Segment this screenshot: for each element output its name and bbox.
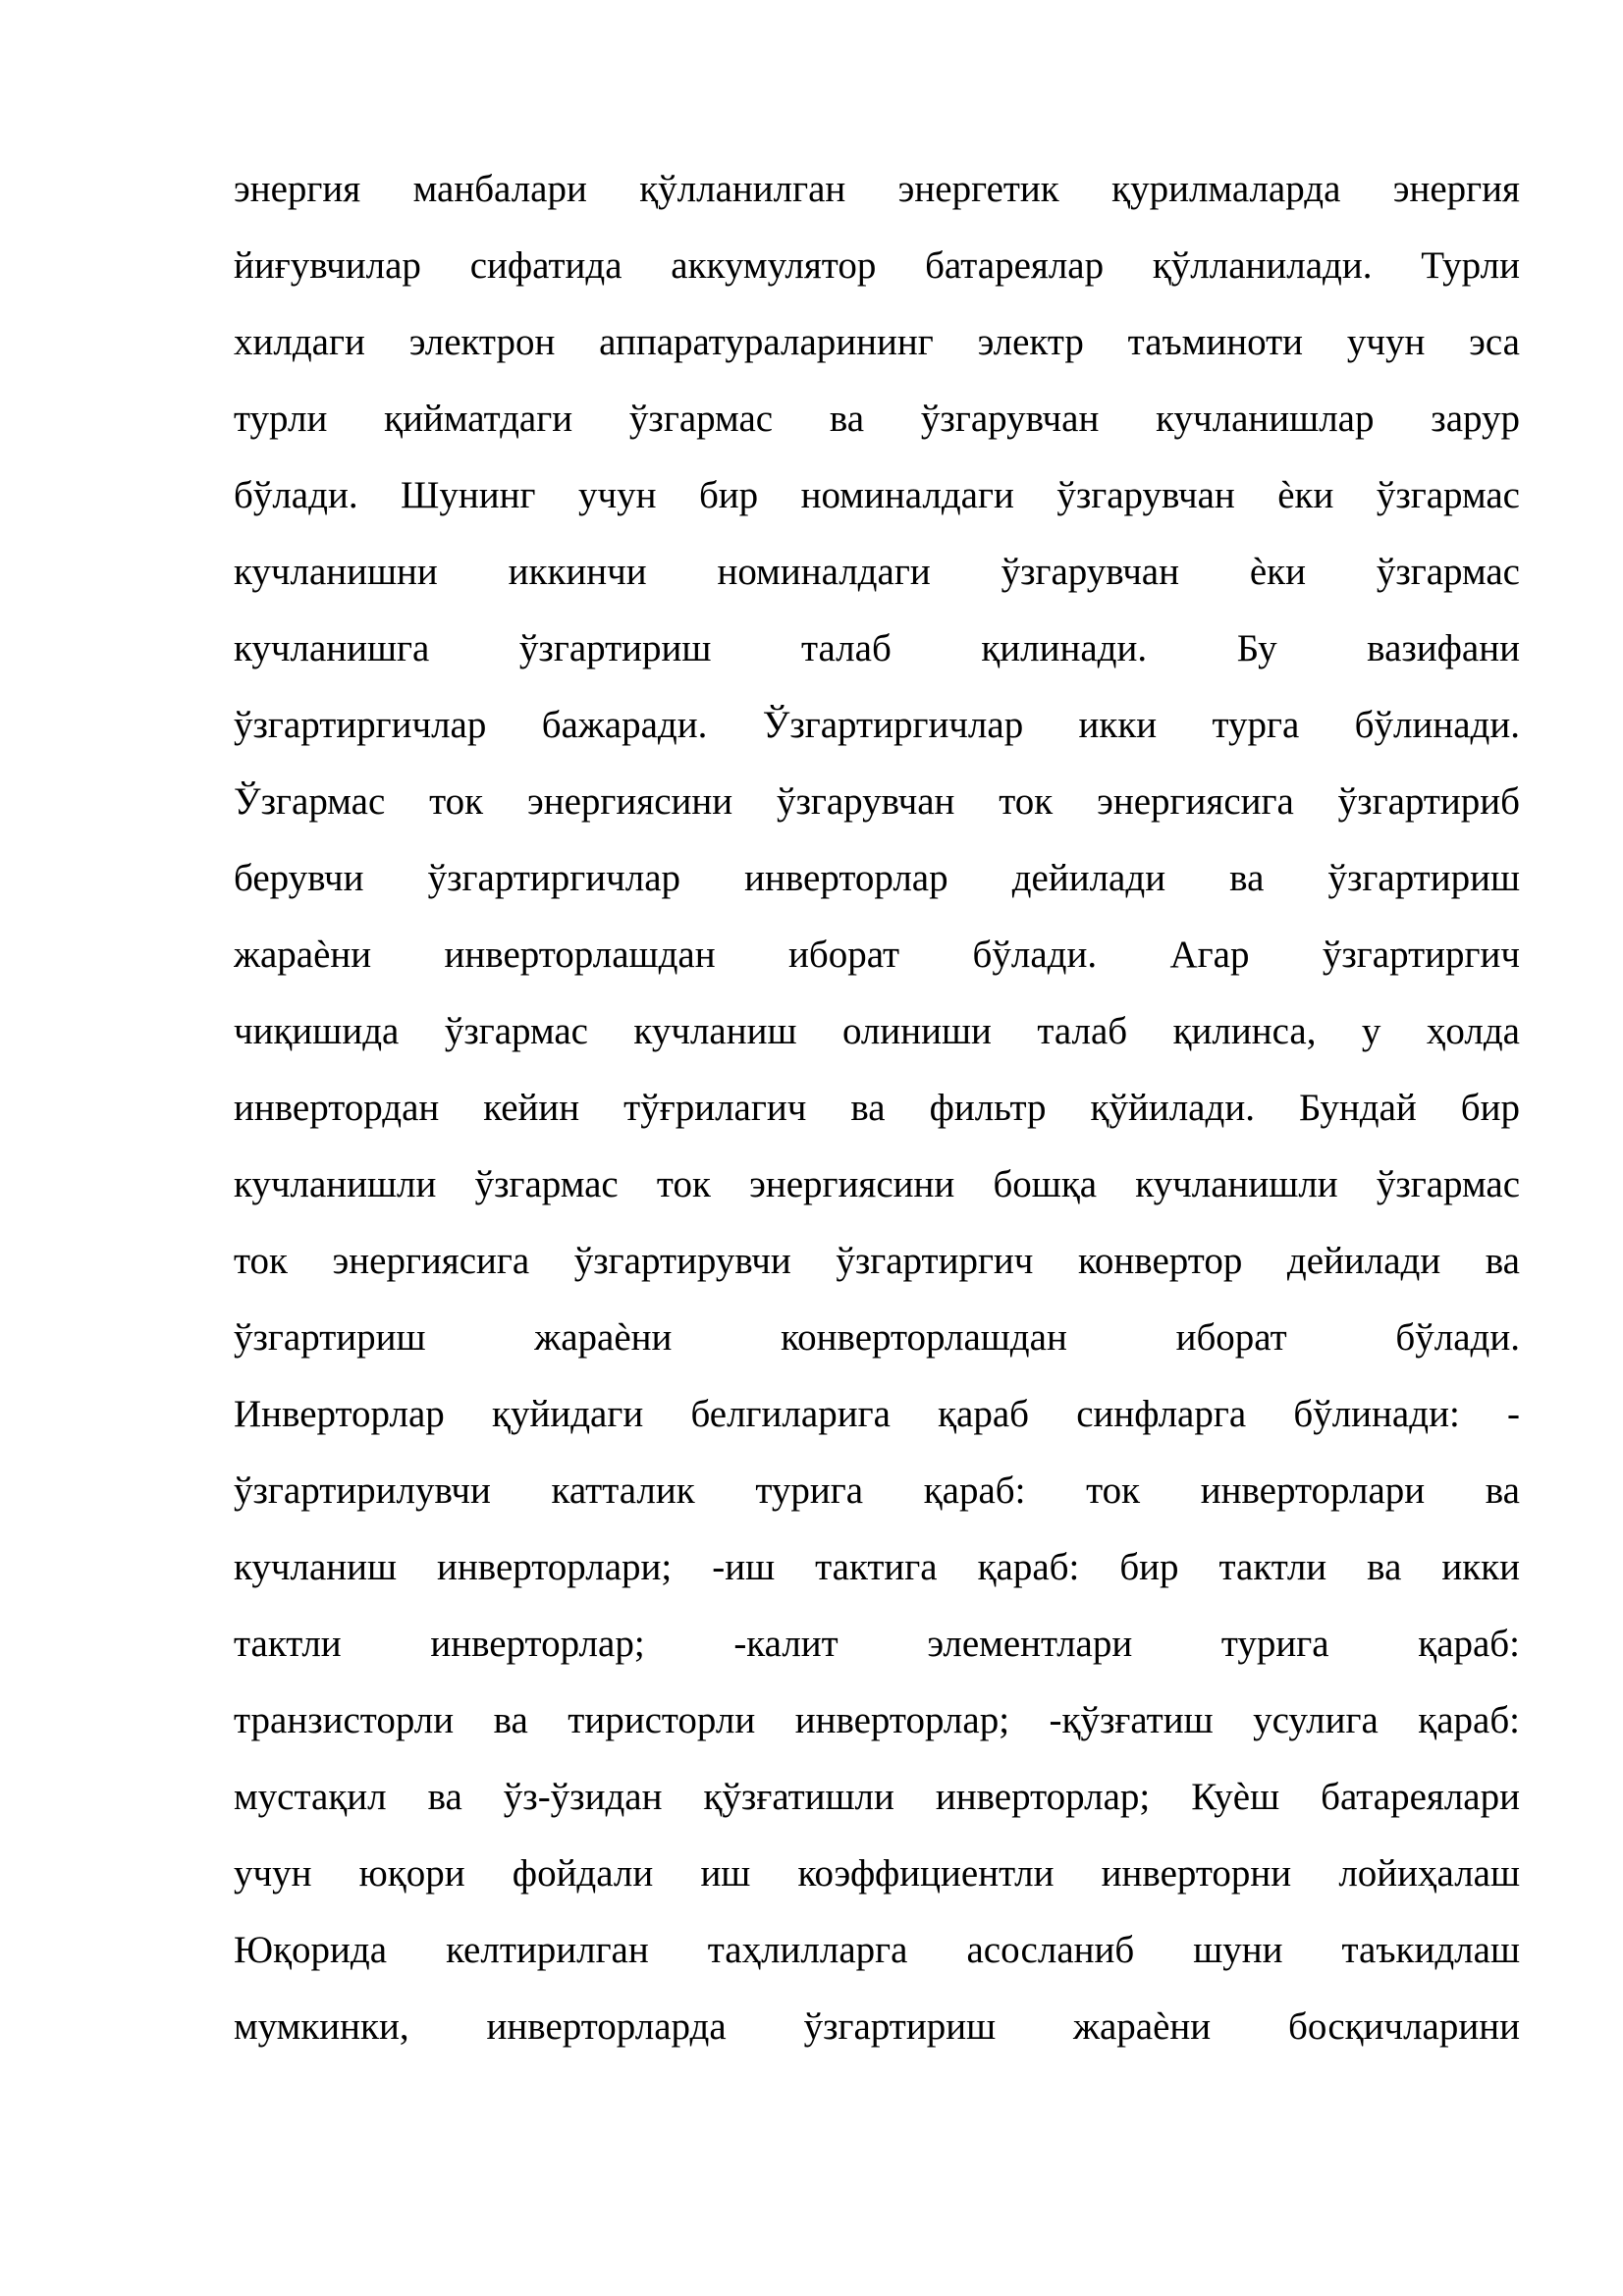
text-line: тактли инверторлар; -калит элементлари турига қараб: [234, 1623, 1520, 1665]
text-line: йиғувчилар сифатида аккумулятор батареялар қўлланилади. Турли [234, 244, 1520, 287]
text-line: Инверторлар қуйидаги белгиларига қараб синфларга бўлинади: - [234, 1393, 1520, 1435]
text-line: ўзгартирилувчи катталик турига қараб: ток инверторлари ва [234, 1469, 1520, 1512]
text-line: кучланишни иккинчи номиналдаги ўзгарувчан ѐки ўзгармас [234, 551, 1520, 593]
text-line: турли қийматдаги ўзгармас ва ўзгарувчан кучланишлар зарур [234, 398, 1520, 440]
text-line: кучланишга ўзгартириш талаб қилинади. Бу вазифани [234, 627, 1520, 669]
text-line: ўзгартиргичлар бажаради. Ўзгартиргичлар икки турга бўлинади. [234, 704, 1520, 746]
text-line: берувчи ўзгартиргичлар инверторлар дейилади ва ўзгартириш [234, 857, 1520, 899]
text-line: жараѐни инверторлашдан иборат бўлади. Агар ўзгартиргич [234, 934, 1520, 976]
text-line: мустақил ва ўз-ўзидан қўзғатишли инверторлар; Куѐш батареялари [234, 1776, 1520, 1818]
text-line: энергия манбалари қўлланилган энергетик қурилмаларда энергия [234, 168, 1520, 210]
text-line: Юқорида келтирилган таҳлилларга асосланиб шуни таъкидлаш [234, 1929, 1520, 1971]
text-line: бўлади. Шунинг учун бир номиналдаги ўзгарувчан ѐки ўзгармас [234, 474, 1520, 516]
text-line: учун юқори фойдали иш коэффициентли инверторни лойиҳалаш [234, 1852, 1520, 1895]
text-line: хилдаги электрон аппаратураларининг электр таъминоти учун эса [234, 321, 1520, 363]
text-line: чиқишида ўзгармас кучланиш олиниши талаб қилинса, у ҳолда [234, 1010, 1520, 1052]
text-line: кучланишли ўзгармас ток энергиясини бошқа кучланишли ўзгармас [234, 1163, 1520, 1205]
text-line: ўзгартириш жараѐни конверторлашдан иборат бўлади. [234, 1316, 1520, 1359]
text-line: мумкинки, инверторларда ўзгартириш жараѐни босқичларини [234, 2005, 1520, 2048]
text-line: ток энергиясига ўзгартирувчи ўзгартиргич конвертор дейилади ва [234, 1240, 1520, 1282]
text-line: инвертордан кейин тўғрилагич ва фильтр қўйилади. Бундай бир [234, 1087, 1520, 1129]
text-line: кучланиш инверторлари; -иш тактига қараб: бир тактли ва икки [234, 1546, 1520, 1588]
text-line: транзисторли ва тиристорли инверторлар; -қўзғатиш усулига қараб: [234, 1699, 1520, 1741]
body-text [234, 151, 1520, 2065]
text-line: Ўзгармас ток энергиясини ўзгарувчан ток энергиясига ўзгартириб [234, 780, 1520, 823]
